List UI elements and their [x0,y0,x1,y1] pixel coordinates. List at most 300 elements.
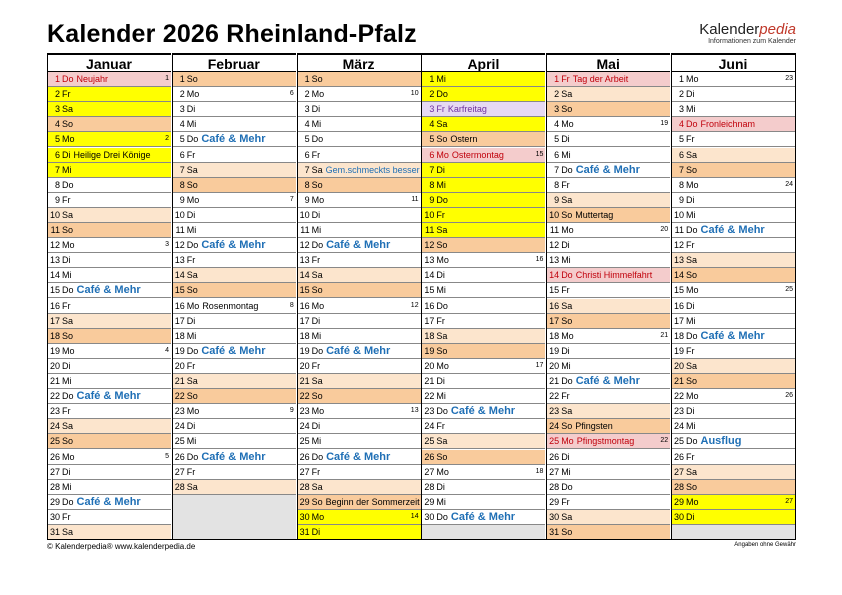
day-cell[interactable] [421,344,545,359]
day-cell[interactable] [546,223,670,238]
day-cell[interactable] [297,283,421,298]
day-cell[interactable] [671,450,795,465]
day-number: 10 [424,209,435,220]
day-cell[interactable] [421,314,545,329]
day-cell[interactable] [546,389,670,404]
day-number: 25 [174,436,185,447]
weekday: Di [436,164,445,175]
day-number: 18 [299,330,310,341]
day-cell[interactable] [546,117,670,132]
day-cell[interactable] [172,193,296,208]
day-number: 8 [554,179,560,190]
day-cell[interactable] [172,419,296,434]
day-cell[interactable] [546,148,670,163]
day-number: 10 [49,209,60,220]
day-number: 19 [49,345,60,356]
weekday: Mo [62,134,75,145]
day-cell[interactable] [421,208,545,223]
day-cell[interactable] [172,450,296,465]
event-label: Café & Mehr [700,329,765,342]
day-cell[interactable] [671,253,795,268]
day-cell[interactable] [297,117,421,132]
day-cell[interactable] [421,72,545,87]
day-cell[interactable] [546,404,670,419]
day-number: 27 [174,466,185,477]
event-label: Café & Mehr [450,405,516,418]
day-cell[interactable] [172,434,296,449]
day-cell[interactable] [421,178,545,193]
day-number: 30 [49,511,60,522]
page-title: Kalender 2026 Rheinland-Pfalz [47,20,417,48]
day-cell[interactable] [421,359,545,374]
weekday: Di [561,345,570,356]
calendar-week-number: 11 [411,195,419,203]
day-cell[interactable] [47,404,171,419]
day-number: 23 [174,406,185,417]
column-divider [421,53,422,540]
day-number: 27 [49,466,60,477]
month-column-märz [297,53,421,540]
day-cell[interactable] [47,223,171,238]
day-number: 1 [678,74,684,84]
weekday: Do [62,496,74,507]
day-cell[interactable] [172,465,296,480]
day-cell[interactable] [172,359,296,374]
day-cell[interactable] [421,102,545,117]
calendar-week-number: 17 [535,361,544,369]
day-cell[interactable] [671,495,795,510]
day-cell[interactable] [671,434,795,449]
weekday: Di [62,466,71,477]
day-cell[interactable] [47,359,171,374]
day-cell[interactable] [172,329,296,344]
day-cell[interactable] [297,72,421,87]
day-cell[interactable] [421,389,545,404]
weekday: Do [62,391,74,402]
day-cell[interactable] [47,419,171,434]
day-cell[interactable] [47,434,171,449]
day-cell[interactable] [297,419,421,434]
weekday: So [186,285,198,296]
day-cell[interactable] [546,72,670,87]
day-number: 3 [554,104,560,115]
day-cell[interactable] [671,344,795,359]
day-cell[interactable] [297,223,421,238]
day-number: 27 [299,466,310,477]
day-number: 28 [549,481,560,492]
day-number: 22 [174,391,185,402]
day-cell[interactable] [671,178,795,193]
day-cell[interactable] [546,163,670,178]
day-cell[interactable] [421,374,545,389]
weekday: Do [561,164,573,175]
day-cell[interactable] [172,208,296,223]
day-cell[interactable] [297,480,421,495]
day-cell[interactable] [47,132,171,147]
day-number: 30 [424,511,435,522]
day-number: 17 [549,315,560,326]
weekday: Mo [62,240,75,251]
day-cell[interactable] [47,283,171,298]
day-cell[interactable] [671,72,795,87]
day-cell[interactable] [546,314,670,329]
day-number: 23 [49,406,60,417]
day-number: 2 [304,89,310,100]
day-cell[interactable] [671,193,795,208]
day-number: 8 [304,179,310,190]
day-cell[interactable] [297,525,421,540]
day-number: 14 [49,270,60,281]
weekday: Sa [311,481,323,492]
calendar-week-number: 5 [165,452,169,460]
day-cell[interactable] [172,238,296,253]
day-cell[interactable] [421,193,545,208]
day-cell[interactable] [172,102,296,117]
weekday: Mi [311,330,322,341]
day-cell[interactable] [172,117,296,132]
day-cell[interactable] [172,178,296,193]
day-cell[interactable] [297,238,421,253]
day-cell[interactable] [671,329,795,344]
weekday: Di [561,451,570,462]
empty-day-cell [671,525,795,540]
day-cell[interactable] [546,465,670,480]
day-cell[interactable] [297,389,421,404]
day-cell[interactable] [671,314,795,329]
day-cell[interactable] [297,314,421,329]
weekday: Mi [436,179,446,190]
day-cell[interactable] [47,525,171,540]
day-cell[interactable] [172,404,296,419]
day-cell[interactable] [297,178,421,193]
day-cell[interactable] [47,102,171,117]
day-cell[interactable] [546,344,670,359]
day-cell[interactable] [546,208,670,223]
day-cell[interactable] [47,208,171,223]
weekday: Mo [686,285,699,296]
day-cell[interactable] [546,329,670,344]
day-cell[interactable] [546,268,670,283]
weekday: Di [62,255,71,266]
weekday: Mi [436,74,446,84]
day-number: 2 [429,89,435,100]
day-cell[interactable] [421,299,545,314]
day-cell[interactable] [47,465,171,480]
day-cell[interactable] [546,450,670,465]
day-cell[interactable] [47,72,171,87]
day-cell[interactable] [421,434,545,449]
day-cell[interactable] [421,253,545,268]
day-number: 25 [673,436,684,447]
day-number: 8 [678,179,684,190]
weekday: Do [686,225,698,235]
day-cell[interactable] [546,238,670,253]
day-cell[interactable] [546,193,670,208]
day-cell[interactable] [671,132,795,147]
calendar-week-number: 10 [410,90,419,98]
weekday: Fr [62,194,71,205]
day-cell[interactable] [671,117,795,132]
weekday: So [62,330,74,341]
day-cell[interactable] [421,450,545,465]
day-cell[interactable] [172,253,296,268]
day-cell[interactable] [47,344,171,359]
day-cell[interactable] [47,480,171,495]
weekday: Fr [436,315,445,326]
day-cell[interactable] [47,193,171,208]
day-cell[interactable] [297,208,421,223]
day-cell[interactable] [671,223,795,238]
day-number: 12 [549,240,560,251]
weekday: So [561,104,573,115]
day-cell[interactable] [297,510,421,525]
day-cell[interactable] [546,525,670,540]
day-cell[interactable] [297,359,421,374]
day-cell[interactable] [546,132,670,147]
day-cell[interactable] [421,329,545,344]
day-number: 22 [299,391,310,402]
day-cell[interactable] [671,480,795,495]
weekday: Sa [186,481,198,492]
day-cell[interactable] [546,374,670,389]
weekday: Mo [561,330,574,341]
day-cell[interactable] [421,132,545,147]
day-cell[interactable] [546,253,670,268]
day-cell[interactable] [546,434,670,449]
day-number: 27 [549,466,560,477]
day-cell[interactable] [297,465,421,480]
day-cell[interactable] [421,419,545,434]
day-cell[interactable] [421,163,545,178]
day-cell[interactable] [546,283,670,298]
day-number: 26 [424,451,435,462]
weekday: Do [186,240,199,251]
weekday: Sa [436,225,448,235]
day-cell[interactable] [47,450,171,465]
day-cell[interactable] [421,495,545,510]
holiday-label: Ostermontag [451,149,504,160]
day-number: 11 [50,225,60,235]
weekday: Fr [686,134,695,145]
day-cell[interactable] [546,102,670,117]
day-cell[interactable] [47,163,171,178]
day-number: 18 [673,330,684,341]
day-cell[interactable] [671,268,795,283]
day-cell[interactable] [297,87,421,102]
day-cell[interactable] [172,480,296,495]
day-cell[interactable] [47,178,171,193]
day-cell[interactable] [172,389,296,404]
day-cell[interactable] [546,87,670,102]
day-number: 20 [299,360,310,371]
day-cell[interactable] [47,117,171,132]
day-cell[interactable] [172,374,296,389]
day-cell[interactable] [297,148,421,163]
day-number: 21 [549,376,560,386]
day-number: 23 [424,406,435,417]
day-number: 31 [299,527,310,537]
day-cell[interactable] [172,299,296,314]
weekday: Di [311,315,321,326]
weekday: So [686,164,698,175]
day-cell[interactable] [671,283,795,298]
day-cell[interactable] [172,132,296,147]
weekday: Mo [686,496,699,507]
day-cell[interactable] [297,344,421,359]
day-cell[interactable] [546,510,670,525]
day-cell[interactable] [172,87,296,102]
day-number: 14 [673,270,684,281]
day-cell[interactable] [297,404,421,419]
day-cell[interactable] [47,314,171,329]
day-cell[interactable] [671,87,795,102]
day-number: 13 [174,255,185,266]
weekday: Mo [186,194,200,205]
footer-disclaimer: Angaben ohne Gewähr [734,542,796,548]
day-cell[interactable] [546,480,670,495]
day-cell[interactable] [47,374,171,389]
weekday: Sa [186,270,198,281]
day-number: 28 [673,481,684,492]
day-number: 18 [424,330,435,341]
day-cell[interactable] [297,253,421,268]
day-cell[interactable] [546,178,670,193]
event-label: Café & Mehr [201,133,266,146]
day-number: 10 [549,209,560,220]
day-cell[interactable] [172,223,296,238]
day-cell[interactable] [172,72,296,87]
day-number: 16 [49,300,60,311]
day-cell[interactable] [671,102,795,117]
day-cell[interactable] [421,148,545,163]
day-number: 20 [673,360,684,371]
day-cell[interactable] [297,495,421,510]
day-number: 25 [49,436,60,447]
column-divider [546,53,547,540]
day-cell[interactable] [421,283,545,298]
weekday: Mo [186,89,200,100]
day-cell[interactable] [297,102,421,117]
day-cell[interactable] [546,495,670,510]
day-cell[interactable] [671,510,795,525]
day-cell[interactable] [297,329,421,344]
brand-logo[interactable] [699,22,796,45]
day-cell[interactable] [421,480,545,495]
day-number: 19 [673,345,684,356]
weekday: Sa [311,164,323,175]
weekday: Sa [62,527,74,537]
day-cell[interactable] [297,450,421,465]
day-cell[interactable] [671,359,795,374]
day-cell[interactable] [297,268,421,283]
day-cell[interactable] [297,299,421,314]
day-cell[interactable] [671,465,795,480]
weekday: Do [436,300,448,311]
day-cell[interactable] [172,344,296,359]
day-cell[interactable] [172,163,296,178]
day-number: 28 [299,481,310,492]
event-label: Café & Mehr [700,224,765,236]
day-cell[interactable] [671,374,795,389]
weekday: Di [311,421,321,432]
day-cell[interactable] [671,419,795,434]
day-cell[interactable] [421,510,545,525]
day-cell[interactable] [421,238,545,253]
weekday: Fr [561,391,570,402]
weekday: So [311,179,323,190]
day-number: 24 [299,421,310,432]
month-header: April [421,53,545,72]
day-cell[interactable] [47,389,171,404]
weekday: Sa [561,194,573,205]
weekday: Mi [686,104,696,115]
day-cell[interactable] [47,268,171,283]
weekday: Fr [561,179,570,190]
day-number: 9 [54,194,60,205]
day-cell[interactable] [297,374,421,389]
weekday: Di [686,300,695,311]
day-cell[interactable] [297,163,421,178]
weekday: Fr [311,255,321,266]
day-cell[interactable] [47,148,171,163]
day-cell[interactable] [546,419,670,434]
day-cell[interactable] [671,389,795,404]
day-cell[interactable] [47,299,171,314]
day-cell[interactable] [421,117,545,132]
weekday: Do [62,179,74,190]
weekday: So [311,496,323,507]
weekday: Mi [186,330,197,341]
day-cell[interactable] [421,87,545,102]
day-cell[interactable] [47,87,171,102]
day-cell[interactable] [47,238,171,253]
weekday: So [436,451,448,462]
day-cell[interactable] [671,163,795,178]
day-number: 20 [174,360,185,371]
day-cell[interactable] [47,510,171,525]
day-cell[interactable] [172,148,296,163]
day-cell[interactable] [172,268,296,283]
day-cell[interactable] [421,465,545,480]
day-cell[interactable] [172,283,296,298]
day-cell[interactable] [421,268,545,283]
day-cell[interactable] [297,193,421,208]
day-cell[interactable] [671,148,795,163]
weekday: Mo [311,89,325,100]
day-cell[interactable] [421,404,545,419]
day-cell[interactable] [671,208,795,223]
day-cell[interactable] [671,238,795,253]
day-cell[interactable] [546,299,670,314]
day-number: 10 [174,209,185,220]
day-cell[interactable] [47,329,171,344]
weekday: Mo [561,225,574,235]
day-cell[interactable] [421,223,545,238]
weekday: Mi [436,285,446,296]
day-cell[interactable] [546,359,670,374]
day-number: 22 [49,391,60,402]
weekday: Fr [311,360,321,371]
day-cell[interactable] [671,404,795,419]
day-cell[interactable] [297,132,421,147]
day-number: 10 [673,209,684,220]
day-cell[interactable] [297,434,421,449]
day-cell[interactable] [172,314,296,329]
day-cell[interactable] [47,253,171,268]
day-number: 22 [673,391,684,402]
day-cell[interactable] [671,299,795,314]
day-cell[interactable] [47,495,171,510]
